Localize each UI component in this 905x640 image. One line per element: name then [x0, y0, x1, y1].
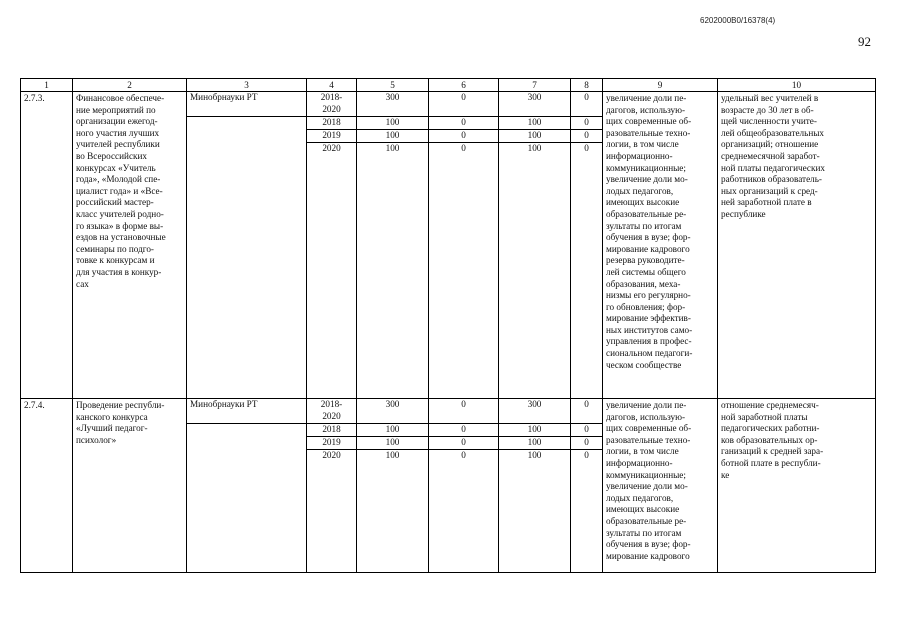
year-cell: 2018- 2020 — [307, 92, 356, 117]
header-row — [21, 79, 876, 92]
value-cell: 100 — [385, 450, 400, 460]
page-number: 92 — [858, 34, 871, 49]
value-cell: 100 — [499, 130, 570, 143]
column-header: 5 — [357, 79, 429, 92]
value-cell: 0 — [571, 92, 602, 117]
year-cell: 2019 — [307, 130, 356, 143]
item-code: 2.7.4. — [21, 399, 73, 573]
column-header: 2 — [73, 79, 187, 92]
column-header: 7 — [499, 79, 571, 92]
value-cell: 100 — [357, 117, 428, 130]
column-header: 8 — [571, 79, 603, 92]
value-cell: 0 — [584, 143, 589, 153]
year-cell: 2018 — [307, 117, 356, 130]
expected-result: увеличение доли пе- дагогов, использую- щих современные об- разовательные техно- логии, в том числе информационно- коммуникационные; увеличение доли мо- лодых педагогов, имеющих высокие образовательные ре- зультаты по итогам обучения в вузе; фор- мирование кадрового — [603, 399, 718, 573]
value-cell: 100 — [527, 143, 542, 153]
value-cell: 0 — [571, 399, 602, 424]
year-cell: 2019 — [307, 437, 356, 450]
value-cell: 100 — [385, 143, 400, 153]
value-cell: 0 — [571, 117, 602, 130]
table-row — [21, 92, 876, 399]
document-stamp: 6202000В0/16378(4) — [700, 16, 776, 25]
value-cell: 0 — [571, 424, 602, 437]
expected-result: увеличение доли пе- дагогов, использую- щих современные об- разовательные техно- логии, в том числе информационно- коммуникационные; увеличение доли мо- лодых педагогов, имеющих высокие образовательные ре- зультаты по итогам обучения в вузе; фор- мирование кадрового резерва руководите- лей системы общего образования, меха- низмы его регулярно- го обновления; фор- мирование эффектив- ных институтов само- управления в профес- сиональном педагоги- ческом сообществе — [603, 92, 718, 399]
column-header: 10 — [718, 79, 876, 92]
value-cell: 0 — [584, 450, 589, 460]
value-cell: 100 — [527, 450, 542, 460]
activity-text: Финансовое обеспече- ние мероприятий по организации ежегод- ного участия лучших учителей республики во Всероссийских конкурсах «Учитель года», «Молодой спе- циалист года» и «Все- российский мастер- класс учителей родно- го языка» в форме вы- ездов на установочные семинары по подго- товке к конкурсам и для участия в конкур- сах — [73, 92, 187, 399]
value-cell: 0 — [429, 130, 498, 143]
value-cell: 0 — [571, 130, 602, 143]
value-cell: 0 — [461, 143, 466, 153]
year-cell: 2018- 2020 — [307, 399, 356, 424]
table-row — [21, 399, 876, 573]
value-cell: 100 — [357, 437, 428, 450]
year-cell: 2018 — [307, 424, 356, 437]
column-header: 9 — [603, 79, 718, 92]
value-cell: 0 — [571, 437, 602, 450]
activity-text: Проведение республи- канского конкурса «Лучший педагог- психолог» — [73, 399, 187, 573]
executor: Минобрнауки РТ — [187, 399, 306, 424]
item-code: 2.7.3. — [21, 92, 73, 399]
value-cell: 100 — [357, 424, 428, 437]
value-cell: 100 — [357, 130, 428, 143]
value-cell: 300 — [357, 92, 428, 117]
column-header: 6 — [429, 79, 499, 92]
column-header: 3 — [187, 79, 307, 92]
indicator-text: отношение среднемесяч- ной заработной платы педагогических работни- ков образовательных ор- ганизаций к средней зара- ботной плате в республи- ке — [718, 399, 876, 573]
column-header: 4 — [307, 79, 357, 92]
value-cell: 300 — [499, 92, 570, 117]
value-cell: 0 — [429, 117, 498, 130]
column-header: 1 — [21, 79, 73, 92]
value-cell: 0 — [429, 399, 498, 424]
value-cell: 100 — [499, 424, 570, 437]
value-cell: 0 — [429, 424, 498, 437]
value-cell: 100 — [499, 117, 570, 130]
value-cell: 100 — [499, 437, 570, 450]
year-cell: 2020 — [322, 143, 341, 153]
value-cell: 0 — [429, 92, 498, 117]
executor: Минобрнауки РТ — [187, 92, 306, 117]
value-cell: 0 — [461, 450, 466, 460]
year-cell: 2020 — [322, 450, 341, 460]
program-table — [20, 78, 876, 573]
value-cell: 300 — [499, 399, 570, 424]
indicator-text: удельный вес учителей в возрасте до 30 лет в об- щей численности учите- лей общеобразовательных организаций; отношение среднемесячной заработ- ной платы педагогических работников образователь- ных организаций к сред- ней заработной плате в республике — [718, 92, 876, 399]
value-cell: 300 — [357, 399, 428, 424]
value-cell: 0 — [429, 437, 498, 450]
